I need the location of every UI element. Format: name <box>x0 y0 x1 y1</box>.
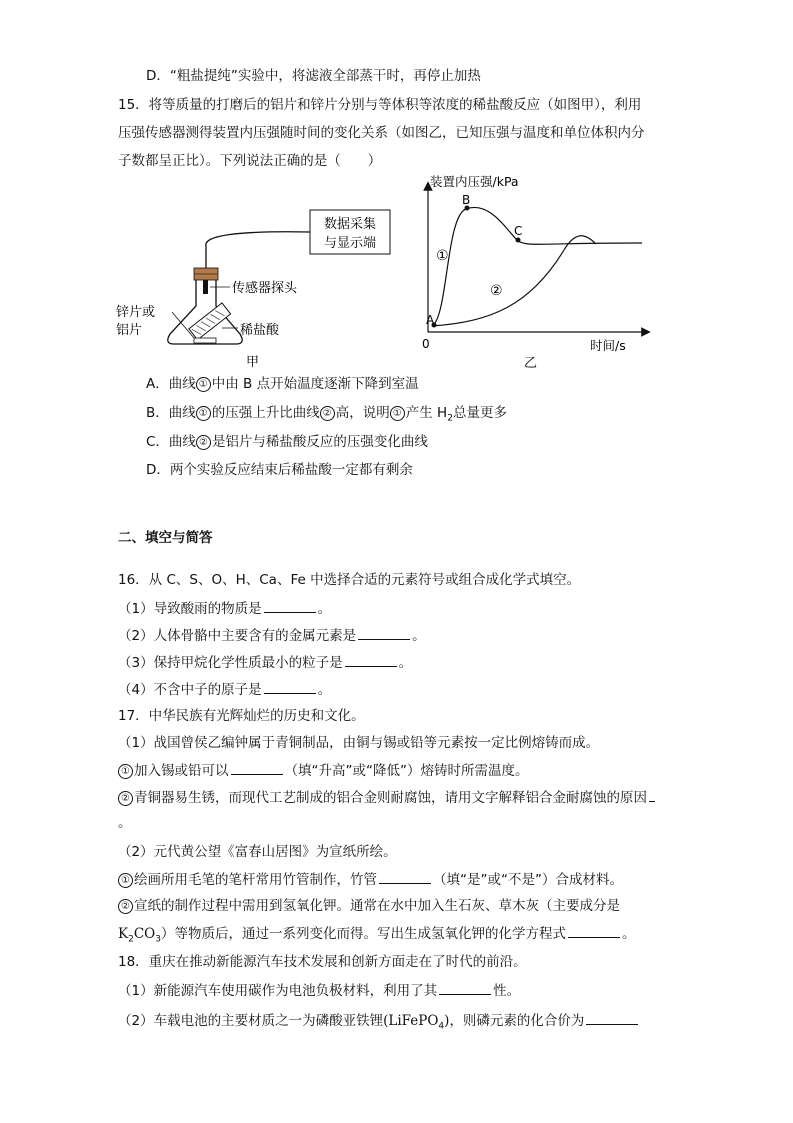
q17-part1b-end: 。 <box>118 815 132 831</box>
q17-part2a: ① 绘画所用毛笔的笔杆常用竹管制作，竹管 （填“是”或“不是”）合成材料。 <box>118 869 623 890</box>
answer-blank[interactable] <box>568 923 620 938</box>
point-b-label: B <box>462 193 471 207</box>
q17-part1b: ② 青铜器易生锈，而现代工艺制成的铝合金则耐腐蚀，请用文字解释铝合金耐腐蚀的原因 <box>118 787 657 808</box>
figure-caption-jia: 甲 <box>246 355 260 370</box>
q15-stem-line2: 压强传感器测得装置内压强随时间的变化关系（如图乙，已知压强与温度和单位体积内分 <box>118 125 645 141</box>
answer-blank[interactable] <box>264 679 316 694</box>
q15-stem-line3: 子数都呈正比）。下列说法正确的是（ ） <box>118 153 382 169</box>
answer-blank[interactable] <box>439 980 491 995</box>
origin-label: 0 <box>422 337 430 351</box>
q17-stem: 17．中华民族有光辉灿烂的历史和文化。 <box>118 708 365 724</box>
answer-blank[interactable] <box>586 1010 638 1025</box>
answer-blank[interactable] <box>649 787 655 802</box>
q16-part4: （4）不含中子的原子是 。 <box>118 679 331 700</box>
q18-part2: （2）车载电池的主要材质之一为磷酸亚铁锂(LiFePO$_4$)，则磷元素的化合价为 <box>118 1010 640 1037</box>
curve-2-label: ② <box>490 283 503 299</box>
q17-part2b-cont: $K_2CO_3$）等物质后，通过一系列变化而得。写出生成氢氧化钾的化学方程式 。 <box>118 923 635 950</box>
q15-option-a: A．曲线 ① 中由 B 点开始温度逐渐下降到室温 <box>146 376 419 392</box>
q17-part2: （2）元代黄公望《富春山居图》为宣纸所绘。 <box>118 844 397 860</box>
point-c-label: C <box>514 224 523 238</box>
q16-stem: 16．从 C、S、O、H、Ca、Fe 中选择合适的元素符号或组合成化学式填空。 <box>118 572 581 588</box>
metal-label-line1: 锌片或 <box>116 305 156 320</box>
q16-part3: （3）保持甲烷化学性质最小的粒子是 。 <box>118 652 412 673</box>
section-heading: 二、填空与简答 <box>118 530 213 546</box>
acid-label: 稀盐酸 <box>240 323 280 338</box>
figure-caption-yi: 乙 <box>524 356 538 371</box>
q15-option-d: D．两个实验反应结束后稀盐酸一定都有剩余 <box>146 462 413 478</box>
figure-apparatus <box>112 188 402 373</box>
curve-1-label: ① <box>436 248 449 264</box>
y-axis-label: 装置内压强/kPa <box>430 174 519 189</box>
q16-part1: （1）导致酸雨的物质是 。 <box>118 598 331 619</box>
sensor-label: 传感器探头 <box>232 281 298 296</box>
x-axis-label: 时间/s <box>590 338 626 353</box>
q17-part1a: ① 加入锡或铅可以 （填“升高”或“降低”）熔铸时所需温度。 <box>118 760 528 781</box>
q17-part1: （1）战国曾侯乙编钟属于青铜制品，由铜与锡或铅等元素按一定比例熔铸而成。 <box>118 735 600 751</box>
box-label-line2: 与显示端 <box>323 236 377 251</box>
q18-part1: （1）新能源汽车使用碳作为电池负极材料，利用了其 性。 <box>118 980 520 1001</box>
point-c <box>516 238 521 243</box>
q15-option-b: B．曲线 ① 的压强上升比曲线 ② 高，说明 ① 产生 $H_2$总量更多 <box>146 405 507 424</box>
q15-stem-line1: 15．将等质量的打磨后的铝片和锌片分别与等体积等浓度的稀盐酸反应（如图甲），利用 <box>118 97 642 113</box>
circled-one: ① <box>196 377 211 392</box>
answer-blank[interactable] <box>231 760 283 775</box>
answer-blank[interactable] <box>358 625 410 640</box>
q16-part2: （2）人体骨骼中主要含有的金属元素是 。 <box>118 625 426 646</box>
figure-pressure-graph <box>410 172 660 372</box>
q14-option-d: D．“粗盐提纯”实验中，将滤液全部蒸干时，再停止加热 <box>146 68 481 84</box>
q15-option-c: C．曲线 ② 是铝片与稀盐酸反应的压强变化曲线 <box>146 434 428 450</box>
box-label-line1: 数据采集 <box>323 217 377 232</box>
answer-blank[interactable] <box>345 652 397 667</box>
curve-1 <box>432 207 642 326</box>
answer-blank[interactable] <box>379 869 431 884</box>
q17-part2b: ② 宣纸的制作过程中需用到氢氧化钾。通常在水中加入生石灰、草木灰（主要成分是 <box>118 896 620 916</box>
curve-2 <box>432 236 596 326</box>
metal-label-line2: 铝片 <box>116 323 143 338</box>
answer-blank[interactable] <box>264 598 316 613</box>
point-a-label: A <box>426 313 435 327</box>
q18-stem: 18．重庆在推动新能源汽车技术发展和创新方面走在了时代的前沿。 <box>118 954 527 970</box>
